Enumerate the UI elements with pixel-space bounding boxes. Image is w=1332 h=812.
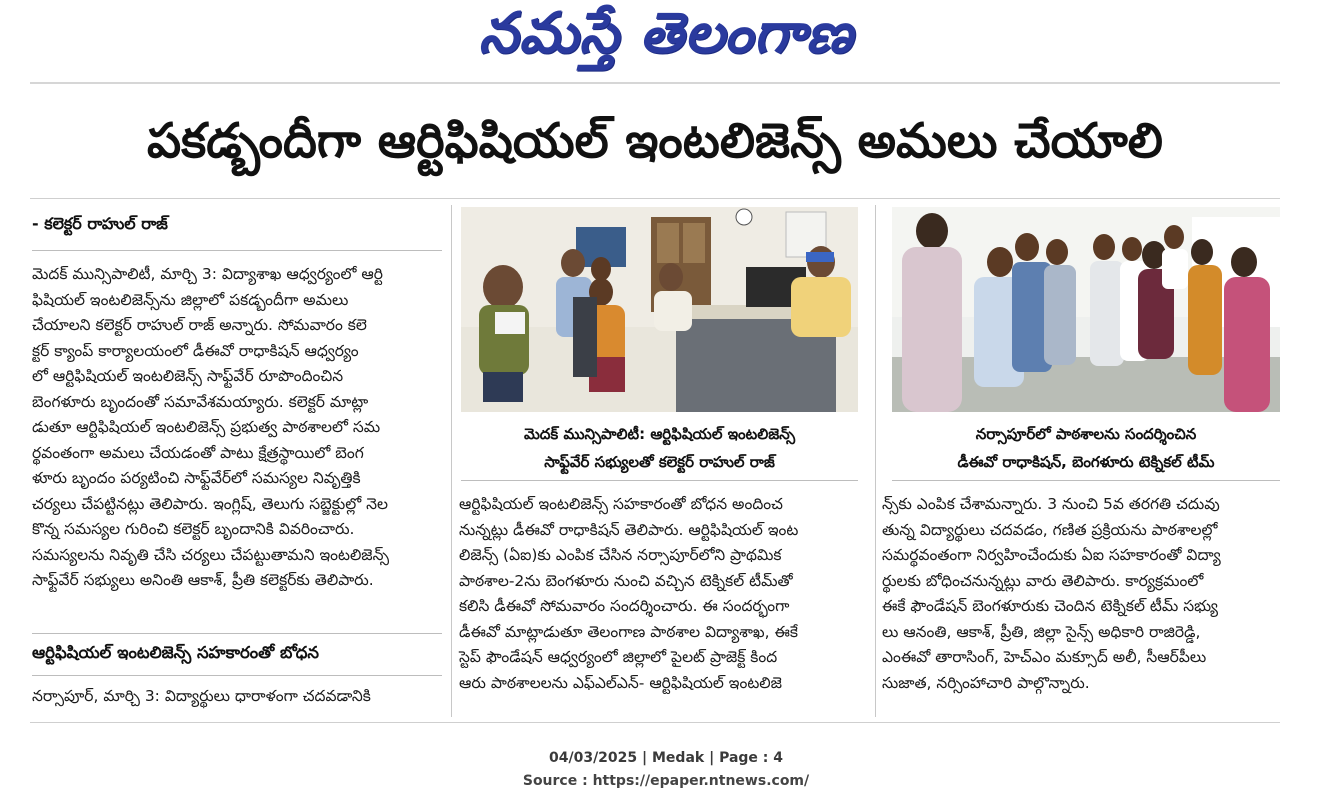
article-headline: పకడ్బందీగా ఆర్టిఫిషియల్ ఇంటలిజెన్స్ అమలు చేయాలి (147, 113, 1163, 169)
body-text-line: చర్యలు చేపట్టినట్లు తెలిపారు. ఇంగ్లిష్, తెలుగు సబ్జెక్టుల్లో నెల (32, 494, 388, 513)
body-text-line: డుతూ ఆర్టిఫిషియల్ ఇంటలిజెన్స్ ప్రభుత్వ పాఠశాలలో సమ (32, 418, 381, 436)
body-text-line: సమస్యలను నివృతి చేసి చర్యలు చేపట్టుతామని ఇంటలిజెన్స్ (32, 545, 390, 564)
article-byline: - కలెక్టర్ రాహుల్ రాజ్ (32, 214, 168, 233)
column-separator (875, 205, 876, 717)
source-link[interactable]: Source : https://epaper.ntnews.com/ (522, 773, 810, 789)
article-bottom-rule (30, 722, 1280, 723)
body-text-line: ఎంఈవో తారాసింగ్, హెచ్ఎం మక్సూద్ అలీ, సీఆర్‌పీలు (882, 648, 1207, 666)
body-text-line: సమర్థవంతంగా నిర్వహించేందుకు ఏఐ సహకారంతో విద్యా (882, 546, 1221, 564)
photo1-caption-line: మెదక్ మున్సిపాలిటీ: ఆర్టిఫిషియల్ ఇంటలిజెన్స్ (523, 425, 796, 443)
photo2-caption-line: డీఈవో రాధాకిషన్, బెంగళూరు టెక్నికల్ టీమ్ (957, 453, 1215, 471)
subhead-rule-bottom (32, 675, 442, 676)
article-body-column-2 (459, 492, 869, 696)
body-text-line: చేయాలని కలెక్టర్ రాహుల్ రాజ్ అన్నారు. సోమవారం కలె (32, 316, 367, 334)
photo2-caption-line: నర్సాపూర్‌లో పాఠశాలను సందర్శించిన (975, 425, 1197, 443)
headline-rule (30, 198, 1280, 199)
byline-rule (32, 250, 442, 251)
body-text-line: కలిసి డీఈవో సోమవారం సందర్శించారు. ఈ సందర్భంగా (459, 597, 790, 615)
article-subhead: ఆర్టిఫిషియల్ ఇంటలిజెన్స్ సహకారంతో బోధన (32, 643, 319, 662)
body-text-line: లు ఆనంతి, ఆకాశ్, ప్రీతి, జిల్లా సైన్స్ అధికారి రాజిరెడ్డి, (882, 622, 1201, 641)
body-text-line: మెదక్ మున్సిపాలిటీ, మార్చి 3: విద్యాశాఖ ఆధ్వర్యంలో ఆర్టి (32, 265, 383, 283)
body-text-line: సుజాత, నర్సింహాచారి పాల్గొన్నారు. (882, 673, 1090, 692)
body-text-line: ఆర్టిఫిషియల్ ఇంటలిజెన్స్ సహకారంతో బోధన అందించ (459, 495, 783, 513)
body-text-line: ళూరు బృందం పర్యటించి సాఫ్ట్‌వేర్‌లో సమస్యల నివృత్తికి (32, 469, 361, 487)
body-text-line: పాఠశాల-2ను బెంగళూరు నుంచి వచ్చిన టెక్నికల్ టీమ్‌తో (459, 571, 793, 590)
body-text-line: క్టర్ క్యాంప్ కార్యాలయంలో డీఈవో రాధాకిషన్ ఆధ్వర్యం (32, 341, 359, 360)
body-text-line: ఫిషియల్ ఇంటలిజెన్స్‌ను జిల్లాలో పకడ్బందీగా అమలు (32, 290, 349, 309)
body-text-line: స్టెప్ ఫౌండేషన్ ఆధ్వర్యంలో జిల్లాలో పైలట్ ప్రాజెక్ట్ కింద (459, 648, 778, 666)
body-text-line: ర్థులకు బోధించనున్నట్లు వారు తెలిపారు. కార్యక్రమంలో (882, 571, 1204, 590)
body-text-line: డీఈవో మాట్లాడుతూ తెలంగాణ పాఠశాల విద్యాశాఖ, ఈకే (459, 622, 798, 641)
masthead-rule (30, 82, 1280, 84)
article-body-column-1 (32, 262, 447, 594)
body-text-line: లిజెన్స్ (ఏఐ)కు ఎంపిక చేసిన నర్సాపూర్‌లోని ప్రాథమిక (459, 546, 782, 564)
article-body-column-3 (882, 492, 1292, 696)
body-text-line: ఆరు పాఠశాలలను ఎఫ్ఎల్ఎన్- ఆర్టిఫిషియల్ ఇంటలిజె (459, 673, 782, 692)
photo-narsapur-school-visit (892, 207, 1280, 412)
photo-collector-meeting (461, 207, 858, 412)
photo2-caption (892, 420, 1280, 476)
body-text-line: ఈకే ఫౌండేషన్ బెంగళూరుకు చెందిన టెక్నికల్ టీమ్ సభ్యు (882, 597, 1218, 615)
caption1-rule (461, 480, 858, 481)
body-text-line: లో ఆర్టిఫిషియల్ ఇంటలిజెన్స్ సాఫ్ట్‌వేర్ రూపొందించిన (32, 367, 344, 385)
subhead-rule-top (32, 633, 442, 634)
photo1-caption-line: సాఫ్ట్‌వేర్ సభ్యులతో కలెక్టర్ రాహుల్ రాజ్ (544, 453, 775, 471)
masthead-title: నమస్తే తెలంగాణ (478, 0, 854, 66)
body-text-line: నున్నట్లు డీఈవో రాధాకిషన్ తెలిపారు. ఆర్టిఫిషియల్ ఇంట (459, 520, 799, 539)
body-text-line: ర్థవంతంగా అమలు చేయడంతో పాటు క్షేత్రస్థాయిలో బెంగ (32, 443, 364, 462)
body-text-line: తున్న విద్యార్థులు చదవడం, గణిత ప్రక్రియను పాఠశాలల్లో (882, 520, 1218, 539)
body-text-line: బెంగళూరు బృందంతో సమావేశమయ్యారు. కలెక్టర్ మాట్లా (32, 392, 369, 411)
body-text-line: న్స్‌కు ఎంపిక చేశామన్నారు. 3 నుంచి 5వ తరగతి చదువు (882, 495, 1220, 513)
photo1-caption (461, 420, 858, 476)
column-separator (451, 205, 452, 717)
newspaper-masthead (0, 2, 1332, 78)
body-text-line: కొన్న సమస్యల గురించి కలెక్టర్ బృందానికి వివరించారు. (32, 520, 355, 538)
caption2-rule (892, 480, 1280, 481)
body-text-line: సాఫ్ట్‌వేర్ సభ్యులు అనింతి ఆకాశ్, ప్రీతి కలెక్టర్‌కు తెలిపారు. (32, 571, 374, 589)
article-body-column-1-tail: నర్సాపూర్, మార్చి 3: విద్యార్థులు ధారాళంగా చదవడానికి (32, 687, 371, 705)
page-dateline: 04/03/2025 | Medak | Page : 4 (548, 750, 784, 766)
